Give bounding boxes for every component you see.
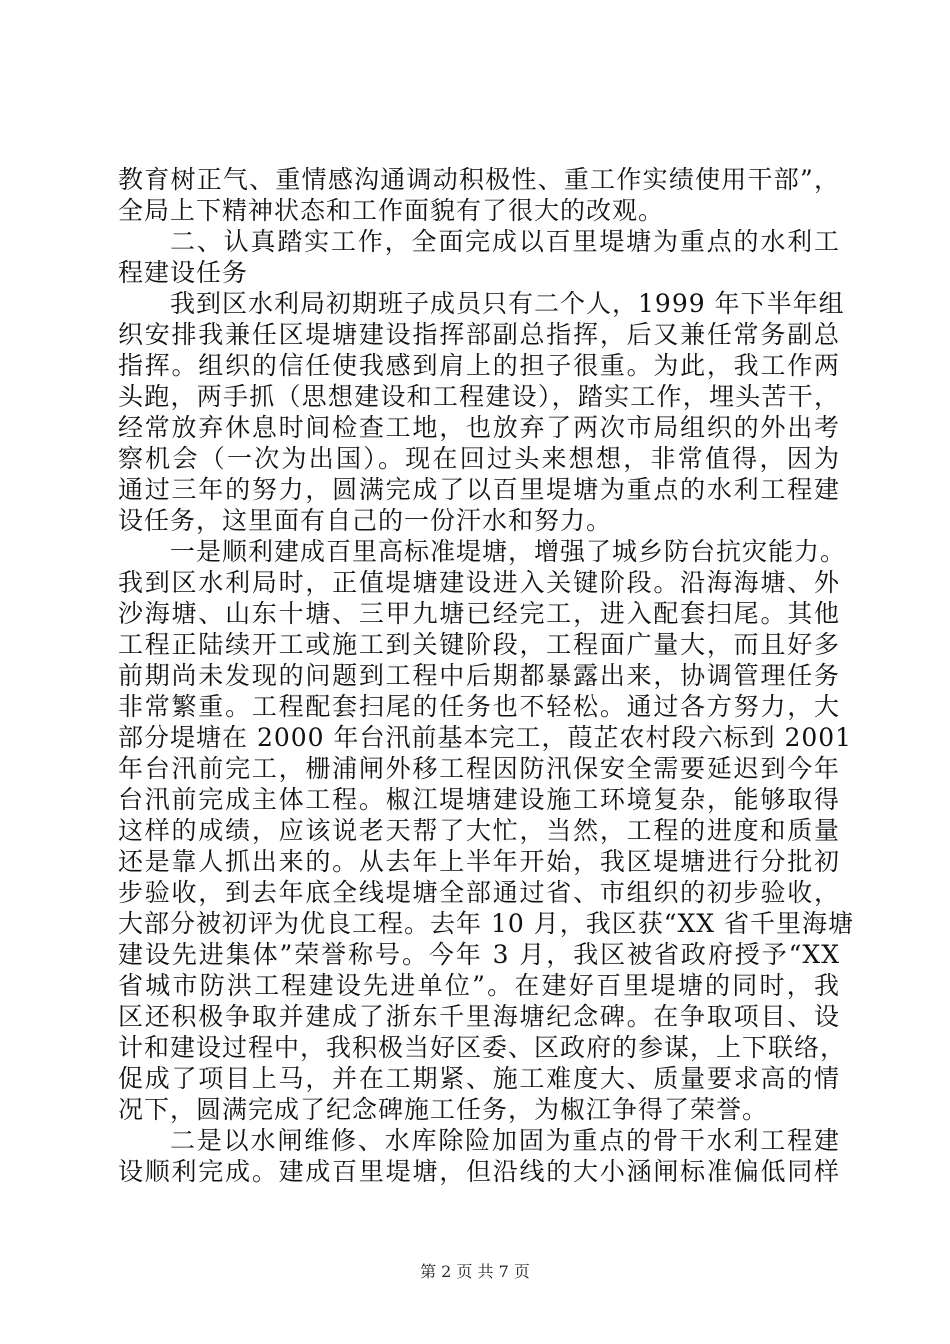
text-line: 这样的成绩，应该说老天帮了大忙，当然，工程的进度和质量 bbox=[118, 816, 840, 845]
text-line: 况下，圆满完成了纪念碑施工任务，为椒江争得了荣誉。 bbox=[118, 1095, 769, 1124]
text-line: 全局上下精神状态和工作面貌有了很大的改观。 bbox=[118, 196, 665, 225]
text-line: 一是顺利建成百里高标准堤塘，增强了城乡防台抗灾能力。 bbox=[170, 537, 847, 566]
text-line: 部分堤塘在 2000 年台汛前基本完工，葭芷农村段六标到 2001 bbox=[118, 723, 853, 752]
text-line: 促成了项目上马，并在工期紧、施工难度大、质量要求高的情 bbox=[118, 1064, 840, 1093]
text-line: 二是以水闸维修、水库除险加固为重点的骨干水利工程建 bbox=[170, 1126, 840, 1155]
document-body bbox=[118, 164, 855, 1187]
section-heading-line: 程建设任务 bbox=[118, 258, 249, 287]
text-line: 计和建设过程中，我积极当好区委、区政府的参谋，上下联络， bbox=[118, 1033, 847, 1062]
text-line: 我到区水利局时，正值堤塘建设进入关键阶段。沿海海塘、外 bbox=[118, 568, 840, 597]
text-line: 沙海塘、山东十塘、三甲九塘已经完工，进入配套扫尾。其他 bbox=[118, 599, 840, 628]
text-line: 步验收，到去年底全线堤塘全部通过省、市组织的初步验收， bbox=[118, 878, 840, 907]
text-line: 省城市防洪工程建设先进单位”。在建好百里堤塘的同时，我 bbox=[118, 971, 840, 1000]
text-line: 经常放弃休息时间检查工地，也放弃了两次市局组织的外出考 bbox=[118, 413, 840, 442]
text-line: 建设先进集体”荣誉称号。今年 3 月，我区被省政府授予“XX bbox=[118, 940, 840, 969]
text-line: 通过三年的努力，圆满完成了以百里堤塘为重点的水利工程建 bbox=[118, 475, 840, 504]
text-line: 台汛前完成主体工程。椒江堤塘建设施工环境复杂，能够取得 bbox=[118, 785, 840, 814]
text-line: 区还积极争取并建成了浙东千里海塘纪念碑。在争取项目、设 bbox=[118, 1002, 840, 1031]
text-line: 设顺利完成。建成百里堤塘，但沿线的大小涵闸标准偏低同样 bbox=[118, 1157, 840, 1186]
text-line: 大部分被初评为优良工程。去年 10 月，我区获“XX 省千里海塘 bbox=[118, 909, 855, 938]
text-line: 非常繁重。工程配套扫尾的任务也不轻松。通过各方努力，大 bbox=[118, 692, 840, 721]
page-number-footer: 第 2 页 共 7 页 bbox=[420, 1262, 530, 1281]
text-line: 年台汛前完工，栅浦闸外移工程因防汛保安全需要延迟到今年 bbox=[118, 754, 840, 783]
text-line: 指挥。组织的信任使我感到肩上的担子很重。为此，我工作两 bbox=[118, 351, 840, 380]
text-line: 设任务，这里面有自己的一份汗水和努力。 bbox=[118, 506, 613, 535]
text-line: 头跑，两手抓（思想建设和工程建设），踏实工作，埋头苦干， bbox=[118, 382, 840, 411]
text-line: 前期尚未发现的问题到工程中后期都暴露出来，协调管理任务 bbox=[118, 661, 840, 690]
text-line: 察机会（一次为出国）。现在回过头来想想，非常值得，因为 bbox=[118, 444, 840, 473]
section-heading-line: 二、认真踏实工作，全面完成以百里堤塘为重点的水利工 bbox=[170, 227, 840, 256]
text-line: 我到区水利局初期班子成员只有二个人，1999 年下半年组 bbox=[170, 289, 845, 318]
text-line: 教育树正气、重情感沟通调动积极性、重工作实绩使用干部”， bbox=[118, 165, 840, 194]
text-line: 工程正陆续开工或施工到关键阶段，工程面广量大，而且好多 bbox=[118, 630, 840, 659]
text-line: 织安排我兼任区堤塘建设指挥部副总指挥，后又兼任常务副总 bbox=[118, 320, 840, 349]
text-line: 还是靠人抓出来的。从去年上半年开始，我区堤塘进行分批初 bbox=[118, 847, 840, 876]
